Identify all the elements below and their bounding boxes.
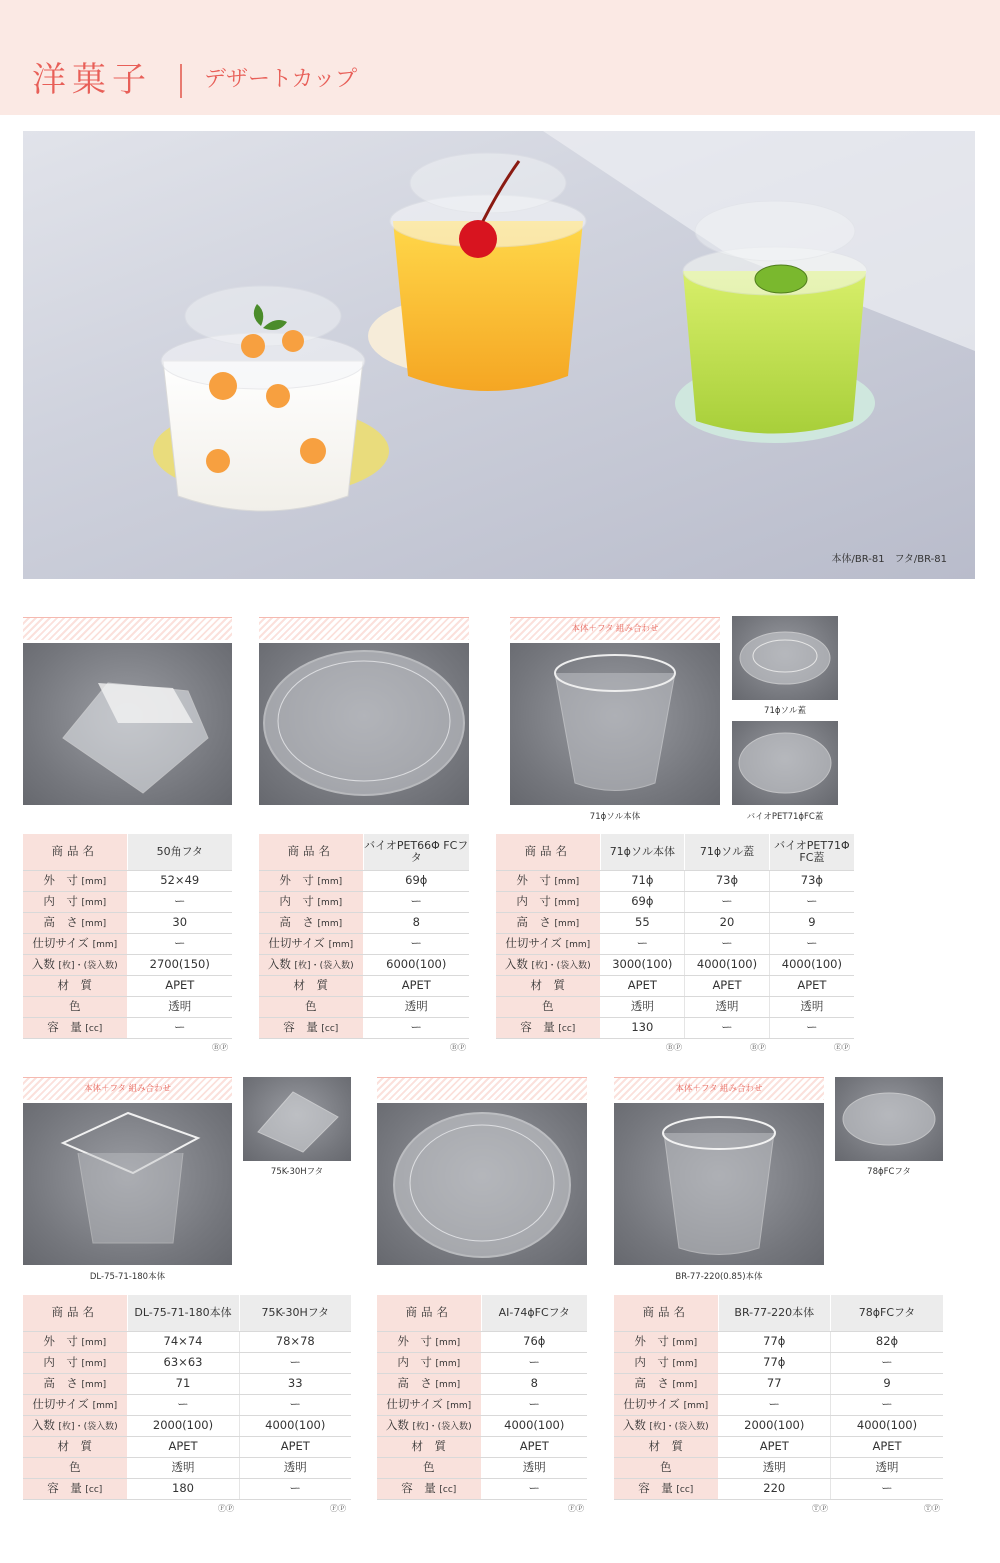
photo-label-78fc-lid: 78ϕFCフタ (867, 1167, 911, 1177)
spec-value: 透明 (481, 1457, 587, 1478)
spec-value: ー (769, 933, 854, 954)
row-label: 外 寸 [mm] (377, 1331, 481, 1352)
spec-value: 77ϕ (718, 1331, 831, 1352)
spec-value: ー (831, 1352, 944, 1373)
row-label: 材 質 (23, 975, 127, 996)
row-label: 高 さ [mm] (377, 1373, 481, 1394)
spec-value: 9 (769, 912, 854, 933)
combo-strip-label: 本体＋フタ 組み合わせ (571, 624, 659, 634)
spec-value: 82ϕ (831, 1331, 944, 1352)
product-name: 75K-30Hフタ (239, 1295, 351, 1331)
dessert-cups-illustration (23, 131, 975, 579)
spec-value: 77 (718, 1373, 831, 1394)
spec-value: APET (481, 1436, 587, 1457)
row-label: 色 (259, 996, 363, 1017)
product-photo-dl-75-71-180 (23, 1103, 232, 1265)
product-name: AI-74ϕFCフタ (481, 1295, 587, 1331)
spec-value: 透明 (718, 1457, 831, 1478)
row-label: 外 寸 [mm] (614, 1331, 718, 1352)
spec-value: 74×74 (127, 1331, 239, 1352)
product-photo-bio-pet66-lid (259, 643, 469, 805)
page-header (0, 0, 1000, 115)
combo-strip: 本体＋フタ 組み合わせ (614, 1077, 824, 1100)
row-label: 仕切サイズ [mm] (23, 933, 127, 954)
spec-value: 透明 (685, 996, 770, 1017)
row-label: 内 寸 [mm] (23, 891, 127, 912)
spec-value: ー (481, 1394, 587, 1415)
row-label: 入数 [枚]・(袋入数) (23, 954, 127, 975)
row-label: 色 (614, 1457, 718, 1478)
row-label: 商品名 (259, 834, 363, 870)
spec-value: 71 (127, 1373, 239, 1394)
spec-value: ー (769, 1017, 854, 1038)
row-label: 色 (496, 996, 600, 1017)
spec-value: 78×78 (239, 1331, 351, 1352)
spec-value: ー (239, 1352, 351, 1373)
spec-value: 69ϕ (600, 891, 685, 912)
spec-value: 30 (127, 912, 232, 933)
photo-label-75k-lid: 75K-30Hフタ (270, 1167, 324, 1177)
row-label: 高 さ [mm] (614, 1373, 718, 1394)
spec-value: 69ϕ (363, 870, 469, 891)
spec-value: APET (127, 1436, 239, 1457)
spec-value: 8 (481, 1373, 587, 1394)
material-mark: ⒷⓅ (750, 1043, 766, 1052)
material-mark: ⓉⓅ (812, 1504, 828, 1513)
product-name: バイオPET71Φ FC蓋 (769, 834, 854, 870)
spec-value: APET (239, 1436, 351, 1457)
spec-value: ー (685, 891, 770, 912)
spec-value: ー (831, 1478, 944, 1499)
product-photo-71-sol-body (510, 643, 720, 805)
spec-value: ー (481, 1478, 587, 1499)
spec-value: APET (685, 975, 770, 996)
spec-value: APET (718, 1436, 831, 1457)
hero-photo (23, 131, 975, 579)
spec-value: APET (127, 975, 232, 996)
row-label: 入数 [枚]・(袋入数) (23, 1415, 127, 1436)
row-label: 容 量 [cc] (496, 1017, 600, 1038)
spec-value: APET (769, 975, 854, 996)
spec-value: 4000(100) (481, 1415, 587, 1436)
row-label: 仕切サイズ [mm] (23, 1394, 127, 1415)
row-label: 材 質 (614, 1436, 718, 1457)
row-label: 内 寸 [mm] (23, 1352, 127, 1373)
spec-value: ー (239, 1394, 351, 1415)
spec-value: ー (363, 891, 469, 912)
row-label: 仕切サイズ [mm] (614, 1394, 718, 1415)
spec-value: ー (718, 1394, 831, 1415)
combo-strip (510, 617, 720, 640)
spec-value: 73ϕ (769, 870, 854, 891)
spec-value: ー (363, 1017, 469, 1038)
material-mark: ⒷⓅ (450, 1043, 466, 1052)
spec-value: 透明 (363, 996, 469, 1017)
spec-value: ー (481, 1352, 587, 1373)
spec-value: 73ϕ (685, 870, 770, 891)
spec-value: ー (239, 1478, 351, 1499)
spec-value: 220 (718, 1478, 831, 1499)
row-label: 容 量 [cc] (23, 1478, 127, 1499)
product-name: 71ϕソル蓋 (685, 834, 770, 870)
product-photo-71-sol-lid (732, 616, 838, 700)
spec-value: ー (363, 933, 469, 954)
decor-strip (377, 1077, 587, 1100)
spec-value: ー (831, 1394, 944, 1415)
page-subtitle: デザートカップ (204, 67, 358, 92)
product-photo-75k-30h-lid (243, 1077, 351, 1161)
row-label: 高 さ [mm] (23, 1373, 127, 1394)
spec-value: 透明 (831, 1457, 944, 1478)
row-label: 高 さ [mm] (23, 912, 127, 933)
spec-value: ー (600, 933, 685, 954)
row-label: 入数 [枚]・(袋入数) (496, 954, 600, 975)
product-photo-br-77-220 (614, 1103, 824, 1265)
row-label: 商品名 (614, 1295, 718, 1331)
product-name: 78ϕFCフタ (831, 1295, 944, 1331)
spec-table-50-square-lid (23, 834, 232, 1039)
row-label: 内 寸 [mm] (377, 1352, 481, 1373)
photo-label-sol-lid: 71ϕソル蓋 (764, 706, 806, 716)
row-label: 商品名 (23, 1295, 127, 1331)
row-label: 内 寸 [mm] (614, 1352, 718, 1373)
spec-value: 8 (363, 912, 469, 933)
product-photo-78-fc-lid (835, 1077, 943, 1161)
row-label: 内 寸 [mm] (496, 891, 600, 912)
row-label: 外 寸 [mm] (23, 1331, 127, 1352)
material-mark: ⒷⓅ (666, 1043, 682, 1052)
page-title: 洋菓子 (32, 60, 152, 100)
row-label: 外 寸 [mm] (259, 870, 363, 891)
row-label: 容 量 [cc] (377, 1478, 481, 1499)
spec-value: 2000(100) (718, 1415, 831, 1436)
row-label: 高 さ [mm] (259, 912, 363, 933)
spec-value: 76ϕ (481, 1331, 587, 1352)
spec-value: 透明 (769, 996, 854, 1017)
product-name: DL-75-71-180本体 (127, 1295, 239, 1331)
spec-value: ー (127, 1394, 239, 1415)
spec-value: ー (769, 891, 854, 912)
combo-strip: 本体＋フタ 組み合わせ (23, 1077, 232, 1100)
material-mark: ⒺⓅ (834, 1043, 850, 1052)
row-label: 内 寸 [mm] (259, 891, 363, 912)
spec-value: 52×49 (127, 870, 232, 891)
material-mark: ⒷⓅ (212, 1043, 228, 1052)
spec-value: APET (363, 975, 469, 996)
photo-label-br-body: BR-77-220(0.85)本体 (675, 1272, 763, 1282)
product-photo-ai-74-fc-lid (377, 1103, 587, 1265)
spec-value: ー (127, 933, 232, 954)
row-label: 容 量 [cc] (23, 1017, 127, 1038)
row-label: 外 寸 [mm] (23, 870, 127, 891)
spec-value: 透明 (127, 1457, 239, 1478)
spec-value: 4000(100) (831, 1415, 944, 1436)
row-label: 商品名 (377, 1295, 481, 1331)
spec-value: 2700(150) (127, 954, 232, 975)
row-label: 高 さ [mm] (496, 912, 600, 933)
spec-value: ー (127, 1017, 232, 1038)
spec-value: 6000(100) (363, 954, 469, 975)
spec-value: 2000(100) (127, 1415, 239, 1436)
row-label: 外 寸 [mm] (496, 870, 600, 891)
row-label: 入数 [枚]・(袋入数) (377, 1415, 481, 1436)
row-label: 商品名 (496, 834, 600, 870)
decor-strip (23, 617, 232, 640)
product-photo-bio-pet71-lid (732, 721, 838, 805)
row-label: 入数 [枚]・(袋入数) (614, 1415, 718, 1436)
spec-value: ー (127, 891, 232, 912)
product-name: BR-77-220本体 (718, 1295, 831, 1331)
spec-value: 130 (600, 1017, 685, 1038)
product-name: バイオPET66Φ FCフタ (363, 834, 469, 870)
photo-label-bio-lid: バイオPET71ϕFC蓋 (746, 812, 824, 822)
material-mark: ⒻⓅ (218, 1504, 234, 1513)
spec-value: APET (600, 975, 685, 996)
product-photo-50-square-lid (23, 643, 232, 805)
spec-value: 透明 (239, 1457, 351, 1478)
spec-table-br-77 (614, 1295, 943, 1500)
hero-caption: 本体/BR-81 フタ/BR-81 (831, 554, 947, 565)
spec-value: ー (685, 933, 770, 954)
spec-table-71-sol (496, 834, 854, 1039)
spec-value: 4000(100) (769, 954, 854, 975)
spec-value: APET (831, 1436, 944, 1457)
decor-strip (259, 617, 469, 640)
title-divider (180, 64, 182, 98)
product-name: 71ϕソル本体 (600, 834, 685, 870)
photo-label-sol-body: 71ϕソル本体 (589, 812, 641, 822)
material-mark: ⓉⓅ (924, 1504, 940, 1513)
spec-value: 20 (685, 912, 770, 933)
row-label: 色 (23, 1457, 127, 1478)
material-mark: ⒻⓅ (330, 1504, 346, 1513)
row-label: 材 質 (259, 975, 363, 996)
row-label: 容 量 [cc] (259, 1017, 363, 1038)
row-label: 材 質 (496, 975, 600, 996)
spec-value: 4000(100) (685, 954, 770, 975)
spec-table-ai-74 (377, 1295, 587, 1500)
row-label: 色 (377, 1457, 481, 1478)
spec-value: 71ϕ (600, 870, 685, 891)
spec-value: 9 (831, 1373, 944, 1394)
spec-value: 63×63 (127, 1352, 239, 1373)
photo-label-dl-body: DL-75-71-180本体 (89, 1272, 166, 1282)
row-label: 容 量 [cc] (614, 1478, 718, 1499)
spec-value: 77ϕ (718, 1352, 831, 1373)
spec-table-dl-75 (23, 1295, 351, 1500)
row-label: 色 (23, 996, 127, 1017)
name-header: 商品名 (23, 834, 127, 870)
spec-value: 4000(100) (239, 1415, 351, 1436)
row-label: 仕切サイズ [mm] (259, 933, 363, 954)
row-label: 入数 [枚]・(袋入数) (259, 954, 363, 975)
row-label: 材 質 (23, 1436, 127, 1457)
spec-value: 55 (600, 912, 685, 933)
spec-value: 透明 (127, 996, 232, 1017)
row-label: 材 質 (377, 1436, 481, 1457)
row-label: 仕切サイズ [mm] (496, 933, 600, 954)
spec-value: 透明 (600, 996, 685, 1017)
spec-value: 180 (127, 1478, 239, 1499)
spec-table-bio-pet66-lid (259, 834, 469, 1039)
spec-value: 3000(100) (600, 954, 685, 975)
material-mark: ⒻⓅ (568, 1504, 584, 1513)
spec-value: 33 (239, 1373, 351, 1394)
spec-value: ー (685, 1017, 770, 1038)
product-name: 50角フタ (127, 834, 232, 870)
row-label: 仕切サイズ [mm] (377, 1394, 481, 1415)
